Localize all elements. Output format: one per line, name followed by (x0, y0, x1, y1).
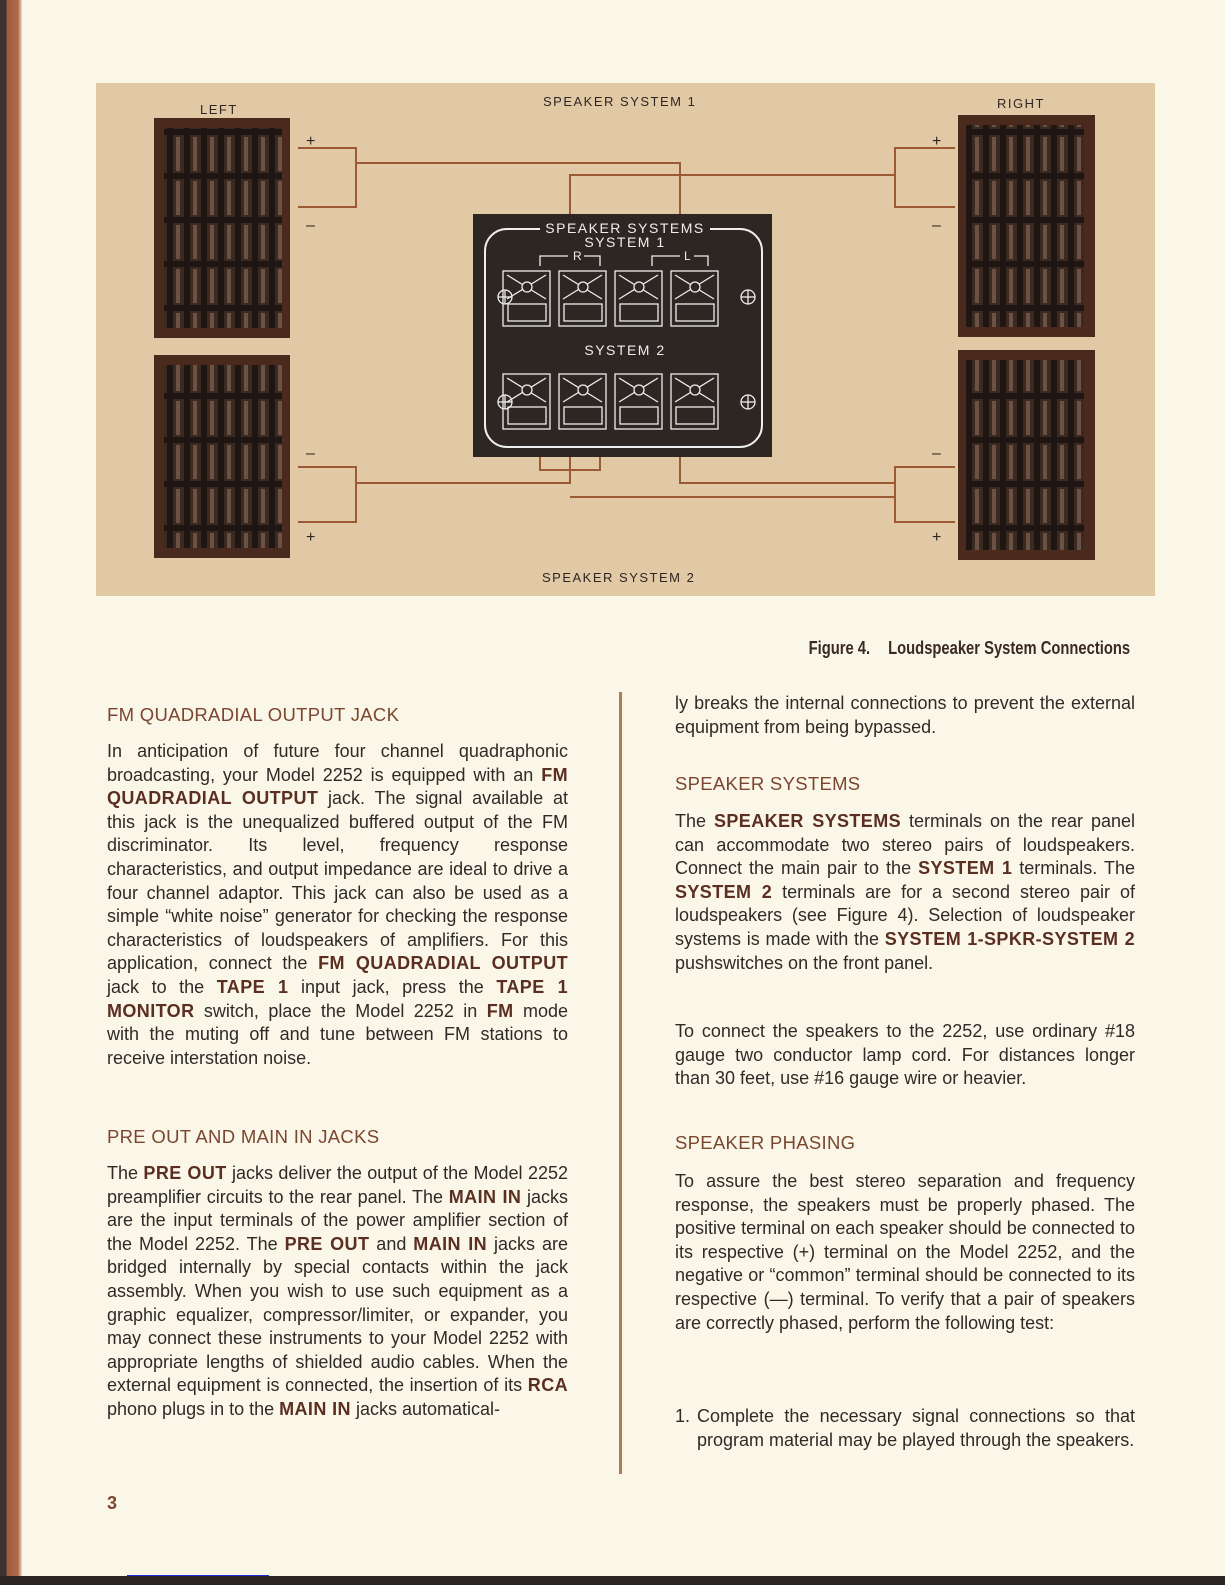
text-segment: jack to the (107, 976, 217, 997)
label-speaker-system-1: SPEAKER SYSTEM 1 (543, 94, 697, 109)
page-number: 3 (107, 1493, 118, 1513)
text-segment: terminals on the rear panel can accommodate two stereo pairs of loudspeakers. Connect the main pair to the (675, 811, 1135, 879)
bold-term: PRE OUT (143, 1163, 227, 1183)
paragraph-wire-gauge (675, 1020, 1135, 1091)
terminal-minus-left-1: – (306, 217, 317, 234)
panel-system2-label: SYSTEM 2 (584, 342, 666, 358)
speaker-left-system1 (154, 118, 290, 338)
panel-title: SPEAKER SYSTEMS (545, 220, 705, 236)
terminal-plus-left-2: + (306, 529, 317, 546)
figure-title: Loudspeaker System Connections (888, 638, 1130, 658)
label-right: RIGHT (997, 96, 1045, 111)
text-segment: switch, place the Model 2252 in (194, 1000, 487, 1021)
bold-term: SYSTEM 1 (918, 858, 1013, 879)
text-segment: jacks automatical- (350, 1398, 500, 1419)
bold-term: TAPE 1 (216, 976, 289, 997)
heading-fm-quadradial-output-jack: FM QUADRADIAL OUTPUT JACK (107, 704, 400, 725)
paragraph-fm-quadradial (107, 740, 568, 1070)
bold-term: FM (486, 1000, 514, 1021)
bold-term: FM QUADRADIAL OUTPUT (318, 953, 568, 974)
speaker-left-system2 (154, 355, 290, 558)
mounting-screw-icon (498, 395, 512, 409)
bold-term: MAIN IN (413, 1233, 488, 1254)
text-segment: jacks are the input terminals of the power amplifier section of the Model 2252. The (107, 1186, 569, 1254)
paragraph-continuation (675, 692, 1135, 739)
heading-speaker-phasing: SPEAKER PHASING (675, 1132, 856, 1153)
list-item (675, 1405, 1135, 1452)
bold-term: MAIN IN (279, 1398, 351, 1419)
terminal-minus-left-2: – (306, 445, 317, 462)
bold-term: RCA (527, 1375, 568, 1396)
paragraph-speaker-phasing (675, 1170, 1135, 1335)
mounting-screw-icon (741, 395, 755, 409)
text-segment: pushswitches on the front panel. (675, 952, 934, 973)
page-bottom-edge (0, 1576, 1225, 1585)
label-left: LEFT (200, 102, 238, 117)
panel-system1-label: SYSTEM 1 (584, 234, 666, 250)
panel-r-label: R (573, 249, 584, 263)
column-divider (619, 692, 622, 1474)
text-segment: jack. The signal available at this jack is the unequalized buffered output of the FM discriminator. Its level, frequency response characteristics, and output impedance are ideal to drive a four channel adaptor. This jack can also be used as a simple “white noise” generator for checking the response characteristics of loudspeakers of amplifiers. For this application, connect the (107, 788, 568, 974)
text-segment: ly breaks the internal connections to prevent the external equipment from being bypassed. (675, 693, 1135, 737)
bold-term: TAPE 1 MONITOR (107, 976, 568, 1021)
text-segment: jacks are bridged internally by special contacts within the jack assembly. When you wish to use such equipment as a graphic equalizer, compressor/limiter, or expander, you may connect these instruments to your Model 2252 with appropriate lengths of shielded audio cables. When the external equipment is connected, the insertion of its (107, 1233, 568, 1396)
terminal-plus-right-1: + (932, 133, 943, 150)
paragraph-speaker-systems (675, 810, 1135, 975)
bold-term: SPEAKER SYSTEMS (714, 811, 902, 831)
bold-term: SYSTEM 2 (675, 881, 773, 902)
bold-term: FM QUADRADIAL OUTPUT (107, 764, 568, 809)
text-segment: jacks deliver the output of the Model 2252 preamplifier circuits to the rear panel. The (107, 1163, 568, 1207)
text-segment: To assure the best stereo separation and frequency response, the speakers must be properly phased. The positive terminal on each speaker should be connected to its respective (+) terminal on the Model 2252, and the negative or “common” terminal should be connected to its respective (—) terminal. To verify that a pair of speakers are correctly phased, perform the following test: (675, 1171, 1135, 1333)
label-speaker-system-2: SPEAKER SYSTEM 2 (542, 570, 696, 585)
figure-number: Figure 4. (808, 638, 870, 658)
rear-panel-speaker-terminals (473, 214, 772, 457)
speaker-right-system2 (958, 350, 1095, 560)
speaker-right-system1 (958, 115, 1095, 337)
text-segment: terminals. The (1012, 858, 1135, 879)
heading-pre-out-main-in: PRE OUT AND MAIN IN JACKS (107, 1126, 380, 1147)
bold-term: SYSTEM 1-SPKR-SYSTEM 2 (884, 928, 1135, 949)
text-segment: The (675, 811, 714, 831)
text-segment: phono plugs in to the (107, 1398, 280, 1419)
bold-term: PRE OUT (284, 1233, 370, 1254)
loudspeaker-connection-diagram (96, 83, 1155, 596)
book-spine-edge (0, 0, 22, 1585)
list-item-number: 1. (675, 1406, 691, 1426)
figure-caption (808, 638, 1130, 659)
bold-term: MAIN IN (448, 1186, 522, 1207)
text-segment: In anticipation of future four channel quadraphonic broadcasting, your Model 2252 is equipped with an (107, 741, 568, 785)
terminal-minus-right-1: – (932, 217, 943, 234)
panel-l-label: L (684, 249, 693, 263)
paragraph-pre-out-main-in (107, 1162, 568, 1422)
text-segment: mode with the muting off and tune between FM stations to receive interstation noise. (107, 1000, 569, 1068)
text-segment: terminals are for a second stereo pair of loudspeakers (see Figure 4). Selection of loudspeaker systems is made with the (675, 881, 1135, 949)
mounting-screw-icon (741, 290, 755, 304)
terminal-plus-left-1: + (306, 133, 317, 150)
text-segment: To connect the speakers to the 2252, use ordinary #18 gauge two conductor lamp cord. For distances longer than 30 feet, use #16 gauge wire or heavier. (675, 1021, 1135, 1089)
text-segment: The (107, 1163, 144, 1183)
mounting-screw-icon (498, 290, 512, 304)
heading-speaker-systems: SPEAKER SYSTEMS (675, 773, 861, 794)
list-item-text: Complete the necessary signal connections so that program material may be played through the speakers. (697, 1406, 1135, 1450)
text-segment: input jack, press the (288, 976, 497, 997)
text-segment: and (369, 1233, 414, 1254)
terminal-minus-right-2: – (932, 445, 943, 462)
terminal-plus-right-2: + (932, 529, 943, 546)
